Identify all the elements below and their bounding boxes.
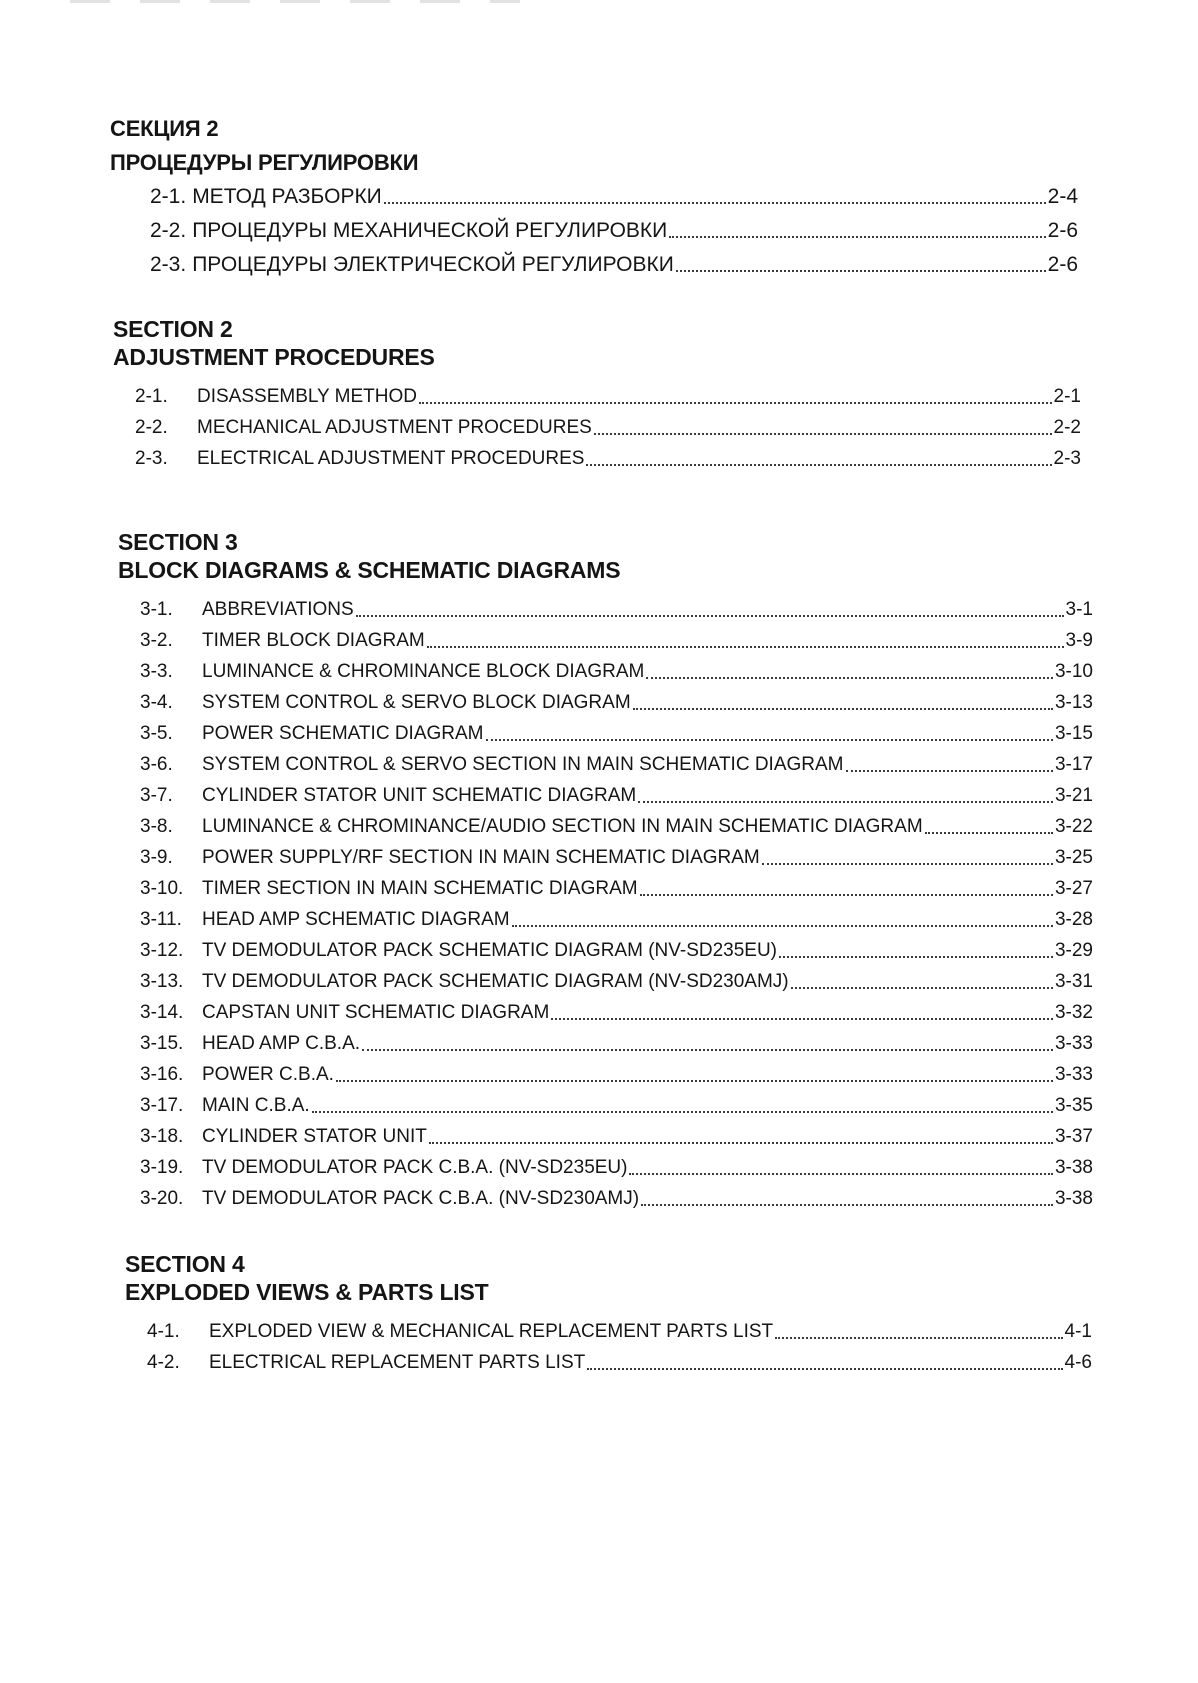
entry-number: 4-2. xyxy=(147,1352,180,1373)
dot-leader xyxy=(356,615,1064,617)
dot-leader xyxy=(429,1142,1053,1144)
entry-label: ELECTRICAL ADJUSTMENT PROCEDURES xyxy=(197,448,585,469)
dot-leader xyxy=(925,832,1053,834)
entry-label: ABBREVIATIONS xyxy=(202,599,354,620)
entry-page: 2-6 xyxy=(1047,219,1078,242)
entry-label: TV DEMODULATOR PACK SCHEMATIC DIAGRAM (NV-SD235EU) xyxy=(202,940,778,961)
section-title: BLOCK DIAGRAMS & SCHEMATIC DIAGRAMS xyxy=(118,557,621,583)
entry-page: 4-6 xyxy=(1064,1352,1092,1373)
entry-number: 3-12. xyxy=(140,940,184,961)
entry-label: TIMER SECTION IN MAIN SCHEMATIC DIAGRAM xyxy=(202,878,638,899)
toc-entry[interactable] xyxy=(118,1059,1093,1090)
entry-label: MAIN C.B.A. xyxy=(202,1095,310,1116)
dot-leader xyxy=(846,770,1053,772)
toc-entry[interactable] xyxy=(118,1090,1093,1121)
entry-label: CAPSTAN UNIT SCHEMATIC DIAGRAM xyxy=(202,1002,550,1023)
entry-number: 3-10. xyxy=(140,878,184,899)
toc-entry[interactable] xyxy=(118,842,1093,873)
entry-label: МЕТОД РАЗБОРКИ xyxy=(192,185,382,208)
entry-page: 3-27 xyxy=(1054,878,1093,899)
entry-number: 3-18. xyxy=(140,1126,184,1147)
entry-page: 3-13 xyxy=(1054,692,1093,713)
dot-leader xyxy=(779,956,1053,958)
entry-number: 3-5. xyxy=(140,723,173,744)
section-title: ПРОЦЕДУРЫ РЕГУЛИРОВКИ xyxy=(110,150,419,175)
entry-label: EXPLODED VIEW & MECHANICAL REPLACEMENT PARTS LIST xyxy=(209,1321,774,1342)
entry-label: HEAD AMP SCHEMATIC DIAGRAM xyxy=(202,909,510,930)
entry-label: POWER C.B.A. xyxy=(202,1064,334,1085)
toc-entry[interactable] xyxy=(118,687,1093,718)
entry-label: HEAD AMP C.B.A. xyxy=(202,1033,361,1054)
dot-leader xyxy=(646,677,1053,679)
toc-entry[interactable] xyxy=(150,248,1078,282)
dot-leader xyxy=(676,270,1046,272)
entry-label: TV DEMODULATOR PACK C.B.A. (NV-SD235EU) xyxy=(202,1157,628,1178)
entry-number: 3-16. xyxy=(140,1064,184,1085)
dot-leader xyxy=(633,708,1053,710)
dot-leader xyxy=(669,236,1045,238)
entry-page: 3-1 xyxy=(1065,599,1093,620)
entry-number: 2-1. xyxy=(150,185,187,208)
section-heading: SECTION 3 xyxy=(118,529,238,555)
entry-label: DISASSEMBLY METHOD xyxy=(197,386,417,407)
entry-label: SYSTEM CONTROL & SERVO BLOCK DIAGRAM xyxy=(202,692,631,713)
entry-number: 3-19. xyxy=(140,1157,184,1178)
dot-leader xyxy=(427,646,1064,648)
entry-page: 3-32 xyxy=(1054,1002,1093,1023)
entry-page: 3-10 xyxy=(1054,661,1093,682)
entry-number: 3-13. xyxy=(140,971,184,992)
entry-label: ELECTRICAL REPLACEMENT PARTS LIST xyxy=(209,1352,586,1373)
toc-entry[interactable] xyxy=(118,749,1093,780)
entry-number: 2-2. xyxy=(150,219,187,242)
entry-number: 3-8. xyxy=(140,816,173,837)
toc-entry[interactable] xyxy=(118,904,1093,935)
toc-entries xyxy=(113,381,1081,474)
entry-label: SYSTEM CONTROL & SERVO SECTION IN MAIN SCHEMATIC DIAGRAM xyxy=(202,754,844,775)
toc-entries xyxy=(118,594,1093,1214)
entry-number: 3-7. xyxy=(140,785,173,806)
section-heading: СЕКЦИЯ 2 xyxy=(110,116,219,141)
entry-page: 3-31 xyxy=(1054,971,1093,992)
dot-leader xyxy=(362,1049,1053,1051)
dot-leader xyxy=(594,433,1052,435)
dot-leader xyxy=(551,1018,1053,1020)
section-4-parts xyxy=(125,1250,1092,1378)
toc-entry[interactable] xyxy=(150,180,1078,214)
entry-label: CYLINDER STATOR UNIT xyxy=(202,1126,427,1147)
section-ru-adjustment xyxy=(110,112,1078,282)
entry-label: TV DEMODULATOR PACK C.B.A. (NV-SD230AMJ) xyxy=(202,1188,640,1209)
toc-entry[interactable] xyxy=(118,718,1093,749)
entry-number: 2-3. xyxy=(135,448,168,469)
toc-entry[interactable] xyxy=(150,214,1078,248)
toc-entry[interactable] xyxy=(118,656,1093,687)
entry-page: 3-21 xyxy=(1054,785,1093,806)
section-title: ADJUSTMENT PROCEDURES xyxy=(113,344,435,370)
entry-page: 3-29 xyxy=(1054,940,1093,961)
dot-leader xyxy=(486,739,1053,741)
entry-page: 2-3 xyxy=(1053,448,1081,469)
toc-entry[interactable] xyxy=(125,1347,1092,1378)
entry-page: 3-33 xyxy=(1054,1064,1093,1085)
dot-leader xyxy=(775,1337,1062,1339)
dot-leader xyxy=(640,894,1053,896)
dot-leader xyxy=(641,1204,1053,1206)
toc-entry[interactable] xyxy=(118,966,1093,997)
dot-leader xyxy=(336,1080,1053,1082)
entry-number: 2-3. xyxy=(150,253,187,276)
section-3-diagrams xyxy=(118,528,1093,1214)
dot-leader xyxy=(762,863,1053,865)
dot-leader xyxy=(587,1368,1062,1370)
section-heading: SECTION 4 xyxy=(125,1251,245,1277)
entry-number: 3-6. xyxy=(140,754,173,775)
toc-entry[interactable] xyxy=(118,780,1093,811)
entry-number: 3-20. xyxy=(140,1188,184,1209)
entry-label: TIMER BLOCK DIAGRAM xyxy=(202,630,425,651)
entry-page: 3-17 xyxy=(1054,754,1093,775)
toc-entry[interactable] xyxy=(118,1028,1093,1059)
entry-page: 3-25 xyxy=(1054,847,1093,868)
entry-label: MECHANICAL ADJUSTMENT PROCEDURES xyxy=(197,417,592,438)
toc-entries xyxy=(110,180,1078,282)
entry-number: 3-2. xyxy=(140,630,173,651)
entry-number: 3-9. xyxy=(140,847,173,868)
toc-entry[interactable] xyxy=(118,997,1093,1028)
dot-leader xyxy=(312,1111,1053,1113)
entry-number: 3-14. xyxy=(140,1002,184,1023)
entry-page: 3-35 xyxy=(1054,1095,1093,1116)
dot-leader xyxy=(586,464,1051,466)
entry-number: 4-1. xyxy=(147,1321,180,1342)
section-title: EXPLODED VIEWS & PARTS LIST xyxy=(125,1279,489,1305)
dot-leader xyxy=(629,1173,1052,1175)
dot-leader xyxy=(791,987,1053,989)
entry-page: 3-15 xyxy=(1054,723,1093,744)
entry-number: 3-15. xyxy=(140,1033,184,1054)
toc-entry[interactable] xyxy=(113,412,1081,443)
toc-entry[interactable] xyxy=(118,1121,1093,1152)
entry-number: 3-17. xyxy=(140,1095,184,1116)
entry-page: 3-38 xyxy=(1054,1188,1093,1209)
entry-page: 2-2 xyxy=(1053,417,1081,438)
entry-number: 2-2. xyxy=(135,417,168,438)
entry-label: ПРОЦЕДУРЫ МЕХАНИЧЕСКОЙ РЕГУЛИРОВКИ xyxy=(192,219,668,242)
toc-entry[interactable] xyxy=(113,381,1081,412)
entry-page: 2-4 xyxy=(1047,185,1078,208)
entry-label: POWER SCHEMATIC DIAGRAM xyxy=(202,723,484,744)
entry-label: TV DEMODULATOR PACK SCHEMATIC DIAGRAM (NV-SD230AMJ) xyxy=(202,971,789,992)
entry-page: 3-33 xyxy=(1054,1033,1093,1054)
toc-entry[interactable] xyxy=(118,594,1093,625)
dot-leader xyxy=(419,402,1052,404)
entry-label: LUMINANCE & CHROMINANCE/AUDIO SECTION IN MAIN SCHEMATIC DIAGRAM xyxy=(202,816,923,837)
entry-label: ПРОЦЕДУРЫ ЭЛЕКТРИЧЕСКОЙ РЕГУЛИРОВКИ xyxy=(192,253,674,276)
dot-leader xyxy=(512,925,1053,927)
toc-entry[interactable] xyxy=(118,1183,1093,1214)
toc-entry[interactable] xyxy=(118,935,1093,966)
toc-entry[interactable] xyxy=(113,443,1081,474)
entry-number: 3-4. xyxy=(140,692,173,713)
entry-number: 3-1. xyxy=(140,599,173,620)
scan-edge-artifact xyxy=(70,0,520,3)
toc-entries xyxy=(125,1316,1092,1378)
entry-number: 2-1. xyxy=(135,386,168,407)
toc-entry[interactable] xyxy=(118,811,1093,842)
dot-leader xyxy=(638,801,1053,803)
entry-label: LUMINANCE & CHROMINANCE BLOCK DIAGRAM xyxy=(202,661,645,682)
entry-page: 3-22 xyxy=(1054,816,1093,837)
entry-number: 3-3. xyxy=(140,661,173,682)
entry-page: 3-9 xyxy=(1065,630,1093,651)
toc-entry[interactable] xyxy=(125,1316,1092,1347)
entry-page: 3-38 xyxy=(1054,1157,1093,1178)
entry-page: 4-1 xyxy=(1064,1321,1092,1342)
toc-entry[interactable] xyxy=(118,873,1093,904)
entry-number: 3-11. xyxy=(140,909,182,930)
entry-label: POWER SUPPLY/RF SECTION IN MAIN SCHEMATIC DIAGRAM xyxy=(202,847,760,868)
entry-page: 3-37 xyxy=(1054,1126,1093,1147)
entry-page: 2-6 xyxy=(1047,253,1078,276)
entry-page: 3-28 xyxy=(1054,909,1093,930)
dot-leader xyxy=(384,202,1046,204)
section-heading: SECTION 2 xyxy=(113,316,233,342)
toc-entry[interactable] xyxy=(118,1152,1093,1183)
section-2-adjustment xyxy=(113,315,1081,474)
toc-entry[interactable] xyxy=(118,625,1093,656)
entry-label: CYLINDER STATOR UNIT SCHEMATIC DIAGRAM xyxy=(202,785,637,806)
entry-page: 2-1 xyxy=(1053,386,1081,407)
